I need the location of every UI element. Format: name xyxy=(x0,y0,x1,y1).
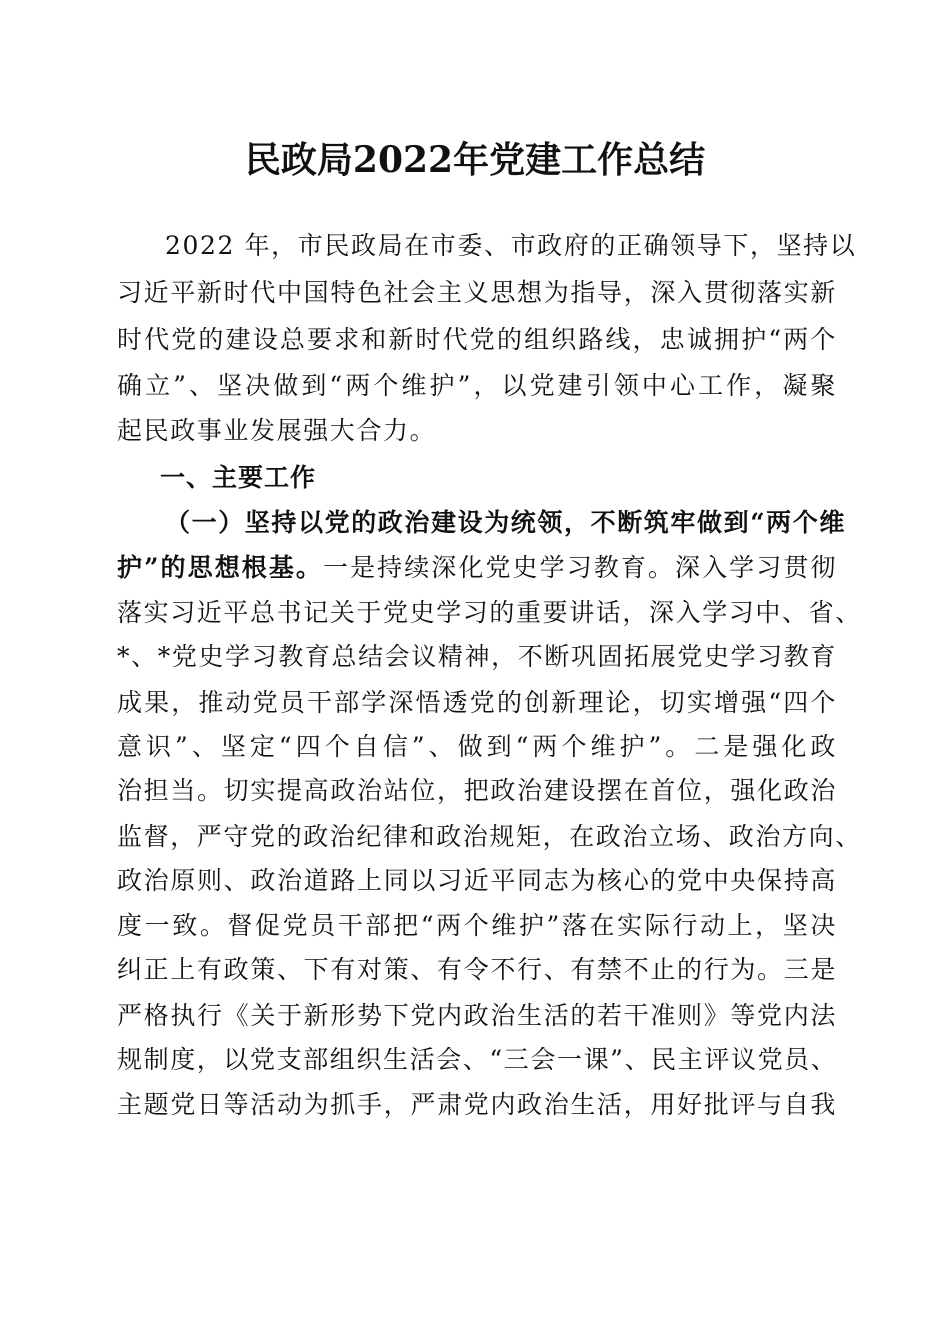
sub-heading-line-2-rest: 一是持续深化党史学习教育。深入学习贯彻 xyxy=(323,553,837,582)
body-line-3: 成果，推动党员干部学深悟透党的创新理论，切实增强“四个 xyxy=(117,688,837,717)
body-line-9: 纠正上有政策、下有对策、有令不行、有禁不止的行为。三是 xyxy=(117,955,837,984)
sub-heading-line-1: （一）坚持以党的政治建设为统领，不断筑牢做到“两个维 xyxy=(165,508,846,537)
body-line-12: 主题党日等活动为抓手，严肃党内政治生活，用好批评与自我 xyxy=(117,1090,837,1119)
body-line-6: 监督，严守党的政治纪律和政治规矩，在政治立场、政治方向、 xyxy=(117,822,862,851)
body-line-8: 度一致。督促党员干部把“两个维护”落在实际行动上，坚决 xyxy=(117,911,837,940)
sub-heading-bold-tail: 护”的思想根基。 xyxy=(117,553,323,582)
body-line-4: 意识”、坚定“四个自信”、做到“两个维护”。二是强化政 xyxy=(117,732,837,761)
section-heading: 一、主要工作 xyxy=(160,463,317,492)
body-line-7: 政治原则、政治道路上同以习近平同志为核心的党中央保持高 xyxy=(117,866,837,895)
body-line-10: 严格执行《关于新形势下党内政治生活的若干准则》等党内法 xyxy=(117,1001,837,1030)
intro-line-1: 2022 年，市民政局在市委、市政府的正确领导下，坚持以 xyxy=(165,231,857,260)
intro-line-4: 确立”、坚决做到“两个维护”，以党建引领中心工作，凝聚 xyxy=(117,371,837,400)
body-line-5: 治担当。切实提高政治站位，把政治建设摆在首位，强化政治 xyxy=(117,776,837,805)
body-line-2: *、*党史学习教育总结会议精神，不断巩固拓展党史学习教育 xyxy=(117,642,837,671)
intro-line-3: 时代党的建设总要求和新时代党的组织路线，忠诚拥护“两个 xyxy=(117,325,837,354)
body-line-1: 落实习近平总书记关于党史学习的重要讲话，深入学习中、省、 xyxy=(117,598,862,627)
sub-heading-line-2 xyxy=(117,545,837,591)
body-line-11: 规制度，以党支部组织生活会、“三会一课”、民主评议党员、 xyxy=(117,1045,838,1074)
document-title: 民政局2022年党建工作总结 xyxy=(244,139,706,181)
intro-line-5: 起民政事业发展强大合力。 xyxy=(117,416,437,445)
intro-line-2: 习近平新时代中国特色社会主义思想为指导，深入贯彻落实新 xyxy=(117,278,837,307)
